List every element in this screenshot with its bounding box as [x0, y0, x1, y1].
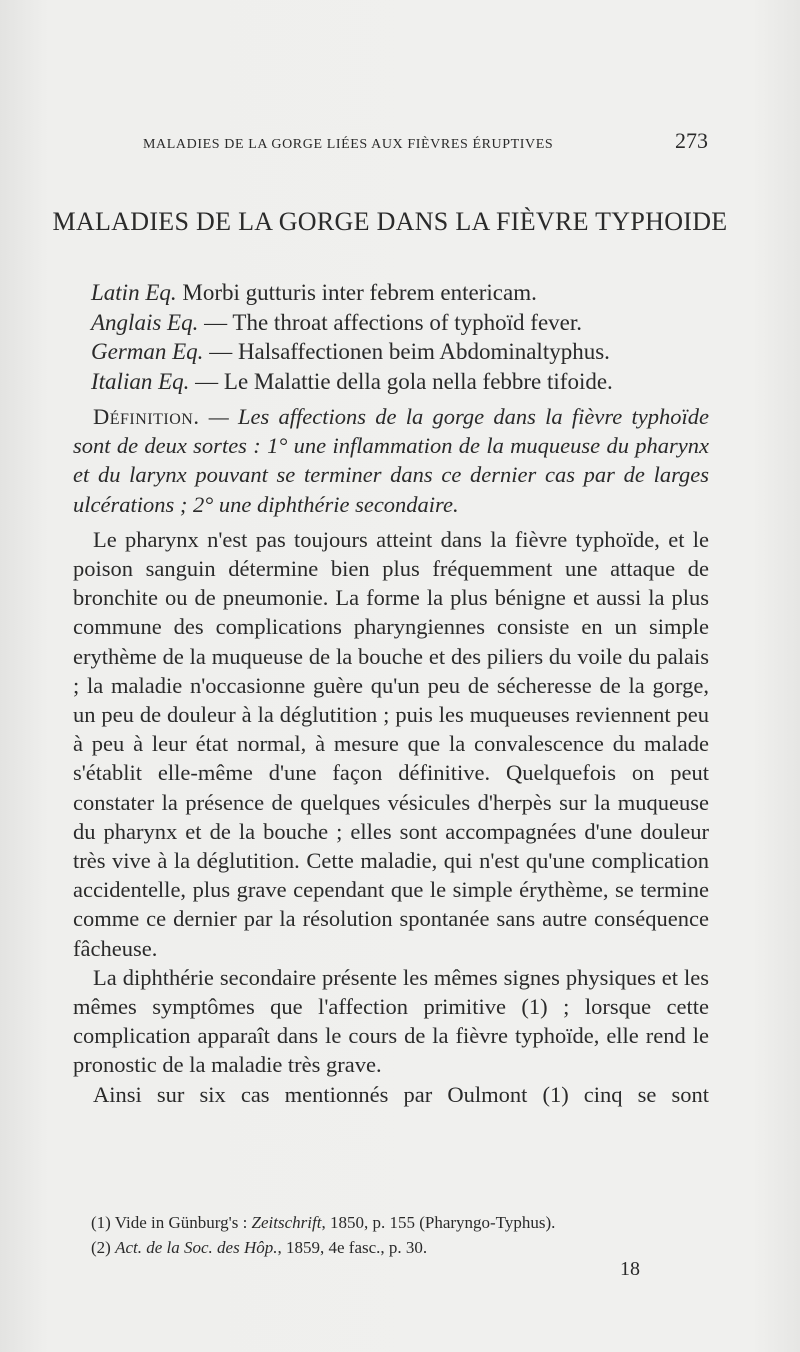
definition-text: — Les affections de la gorge dans la fièvre typhoïde sont de deux sortes : 1° une inflammation de la muqueuse du pharynx et du larynx pouvant se terminer dans ce dernier cas par de larges ulcérations ; 2° une diphthérie secondaire. [73, 404, 710, 517]
paragraph: La diphthérie secondaire présente les mêmes signes physiques et les mêmes symptômes que l'affection primitive (1) ; lorsque cette complication apparaît dans le cours de la fièvre typhoïde, elle rend le pronostic de la maladie très grave. [73, 964, 709, 1078]
equivalent-line [91, 308, 711, 338]
paragraph: Ainsi sur six cas mentionnés par Oulmont (1) cinq se sont [93, 1081, 709, 1107]
equivalent-text: — Le Malattie della gola nella febbre tifoide. [195, 368, 613, 394]
chapter-title: MALADIES DE LA GORGE DANS LA FIÈVRE TYPHOIDE [52, 207, 728, 236]
body-text [73, 402, 709, 1109]
signature-mark: 18 [620, 1258, 640, 1280]
equivalent-line [91, 278, 711, 308]
footnote [91, 1235, 711, 1260]
definition-label: Définition. [93, 404, 200, 429]
equivalent-language: Latin Eq. [91, 280, 177, 305]
running-title: MALADIES DE LA GORGE LIÉES AUX FIÈVRES ÉRUPTIVES [143, 137, 554, 152]
footnotes [91, 1210, 711, 1260]
footnote-prefix: (1) Vide in Günburg's : [91, 1213, 252, 1232]
definition-paragraph [73, 402, 709, 519]
language-equivalents [91, 278, 711, 396]
equivalent-text: Morbi gutturis inter febrem entericam. [182, 280, 537, 305]
equivalent-text: — The throat affections of typhoïd fever. [204, 309, 582, 335]
footnote-suffix: , 1850, p. 155 (Pharyngo-Typhus). [321, 1213, 556, 1232]
equivalent-language: German Eq. [91, 339, 204, 364]
equivalent-text: — Halsaffectionen beim Abdominaltyphus. [209, 339, 610, 364]
equivalent-language: Anglais Eq. [91, 309, 199, 335]
equivalent-line [91, 337, 711, 367]
footnote-suffix: , 1859, 4e fasc., p. 30. [277, 1238, 428, 1257]
equivalent-language: Italian Eq. [91, 368, 190, 394]
equivalent-line [91, 367, 711, 397]
footnote-source: Act. de la Soc. des Hôp. [115, 1238, 278, 1257]
footnote [91, 1210, 711, 1235]
running-head [143, 128, 708, 154]
footnote-source: Zeitschrift [251, 1213, 322, 1232]
page-number: 273 [675, 128, 708, 153]
footnote-prefix: (2) [91, 1238, 116, 1257]
paragraph: Le pharynx n'est pas toujours atteint dans la fièvre typhoïde, et le poison sanguin détermine bien plus fréquemment une attaque de bronchite ou de pneumonie. La forme la plus bénigne et aussi la plus commune des complications pharyngiennes consiste en un simple erythème de la muqueuse de la bouche et des piliers du voile du palais ; la maladie n'occasionne guère qu'un peu de sécheresse de la gorge, un peu de douleur à la déglutition ; puis les muqueuses reviennent peu à peu à leur état normal, à mesure que la convalescence du malade s'établit elle-même d'une façon définitive. Quelquefois on peut constater la présence de quelques vésicules d'herpès sur la muqueuse du pharynx et de la bouche ; elles sont accompagnées d'une douleur très vive à la déglutition. Cette maladie, qui n'est qu'une complication accidentelle, plus grave cependant que le simple érythème, se termine comme ce dernier par la résolution spontanée sans autre conséquence fâcheuse. [73, 526, 709, 961]
